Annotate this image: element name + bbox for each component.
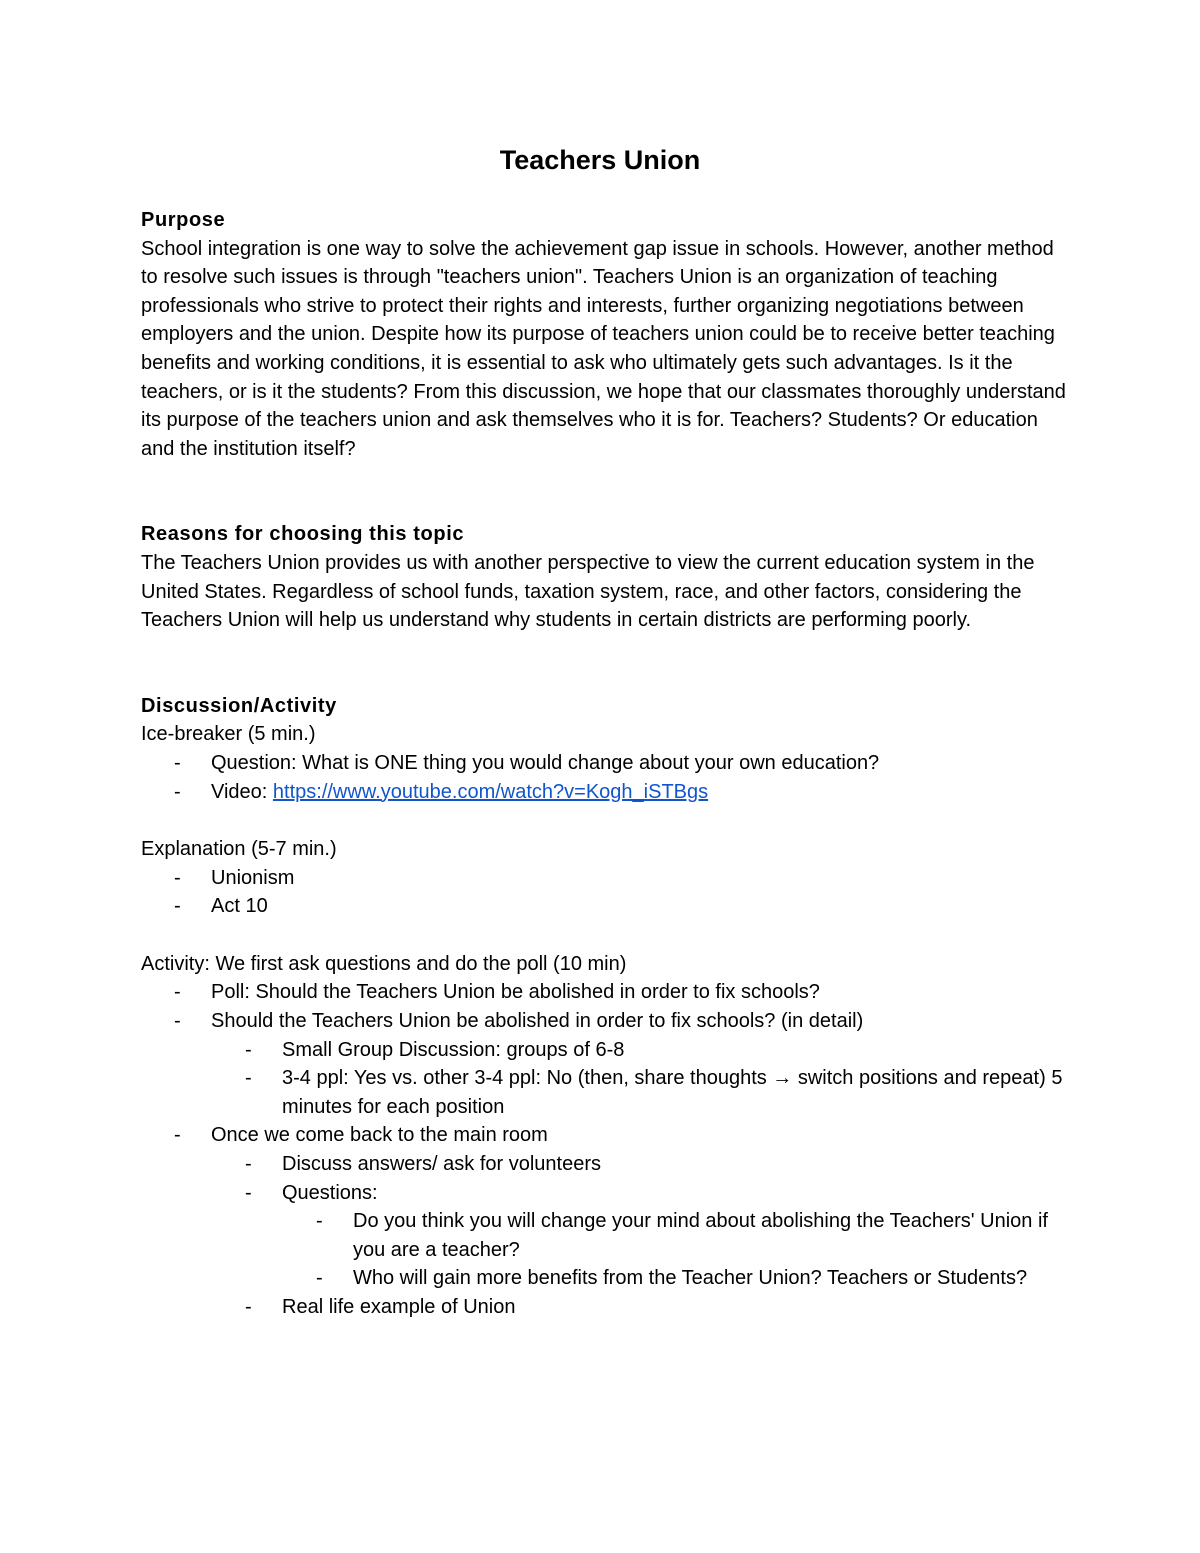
activity-list — [141, 978, 1066, 1321]
list-item — [141, 978, 1066, 1007]
section-spacer — [141, 921, 1066, 950]
activity-detail: Should the Teachers Union be abolished in order to fix schools? (in detail) — [211, 1010, 864, 1033]
dash-bullet: - — [174, 751, 181, 774]
icebreaker-list — [141, 749, 1066, 806]
purpose-heading: Purpose — [141, 209, 226, 231]
list-item — [141, 1121, 1066, 1150]
activity-real-life: Real life example of Union — [282, 1296, 516, 1318]
purpose-paragraph: School integration is one way to solve the achievement gap issue in schools. However, another method to resolve such issues is through "teachers union". Teachers Union is an organization of teaching professionals who strive to protect their rights and interests, further organizing negotiations between employers and the union. Despite how its purpose of teachers union could be to receive better teaching benefits and working conditions, it is essential to ask who ultimately gets such advantages. Is it the teachers, or is it the students? From this discussion, we hope that our classmates thoroughly understand its purpose of the teachers union and ask themselves who it is for. Teachers? Students? Or education and the institution itself? — [141, 237, 1066, 460]
list-item — [141, 864, 1066, 893]
activity-small-group: Small Group Discussion: groups of 6-8 — [282, 1038, 625, 1061]
icebreaker-question: Question: What is ONE thing you would change about your own education? — [211, 751, 880, 774]
dash-bullet: - — [245, 1181, 252, 1204]
document-title: Teachers Union — [499, 145, 701, 175]
dash-bullet: - — [174, 1124, 181, 1147]
dash-bullet: - — [316, 1267, 323, 1290]
dash-bullet: - — [174, 1010, 181, 1033]
dash-bullet: - — [174, 895, 181, 918]
video-link[interactable]: https://www.youtube.com/watch?v=Kogh_iSTBgs — [272, 780, 709, 803]
reasons-paragraph: The Teachers Union provides us with another perspective to view the current education system in the United States. Regardless of school funds, taxation system, race, and other factors, considering the Teachers Union will help us understand why students in certain districts are performing poorly. — [141, 551, 1035, 632]
activity-label: Activity: We first ask questions and do the poll (10 min) — [141, 952, 627, 975]
list-item — [141, 1150, 1066, 1179]
list-item — [141, 1064, 1066, 1121]
activity-question-1: Do you think you will change your mind about abolishing the Teachers' Union if you are a teacher? — [353, 1210, 1048, 1261]
dash-bullet: - — [245, 1038, 252, 1061]
list-item — [141, 749, 1066, 778]
list-item — [141, 1293, 1066, 1322]
dash-bullet: - — [245, 1296, 252, 1318]
dash-bullet: - — [174, 866, 181, 889]
list-item — [141, 892, 1066, 921]
dash-bullet: - — [174, 981, 181, 1004]
explanation-item-unionism: Unionism — [211, 866, 295, 889]
section-spacer — [141, 635, 1066, 692]
activity-positions: 3-4 ppl: Yes vs. other 3-4 ppl: No (then, share thoughts → switch positions and repeat) 5 minutes for each position — [282, 1067, 1063, 1118]
icebreaker-label: Ice-breaker (5 min.) — [141, 723, 316, 746]
reasons-heading: Reasons for choosing this topic — [141, 523, 465, 546]
explanation-list — [141, 864, 1066, 921]
dash-bullet: - — [245, 1067, 252, 1090]
activity-main-room: Once we come back to the main room — [211, 1124, 548, 1147]
activity-poll: Poll: Should the Teachers Union be abolished in order to fix schools? — [211, 981, 820, 1004]
dash-bullet: - — [245, 1153, 252, 1176]
list-item — [141, 778, 1066, 807]
discussion-heading: Discussion/Activity — [141, 694, 337, 717]
list-item — [141, 1207, 1066, 1264]
explanation-label: Explanation (5-7 min.) — [141, 838, 337, 861]
dash-bullet: - — [174, 780, 181, 803]
explanation-item-act10: Act 10 — [211, 895, 268, 918]
section-spacer — [141, 806, 1066, 835]
activity-questions-label: Questions: — [282, 1181, 378, 1204]
section-spacer — [141, 463, 1066, 520]
activity-question-2: Who will gain more benefits from the Teacher Union? Teachers or Students? — [353, 1267, 1028, 1290]
list-item — [141, 1179, 1066, 1208]
document-body — [141, 206, 1066, 1322]
dash-bullet: - — [316, 1210, 323, 1233]
list-item — [141, 1036, 1066, 1065]
list-item — [141, 1007, 1066, 1036]
activity-discuss: Discuss answers/ ask for volunteers — [282, 1153, 602, 1176]
list-item — [141, 1264, 1066, 1293]
video-label: Video: — [211, 780, 273, 803]
